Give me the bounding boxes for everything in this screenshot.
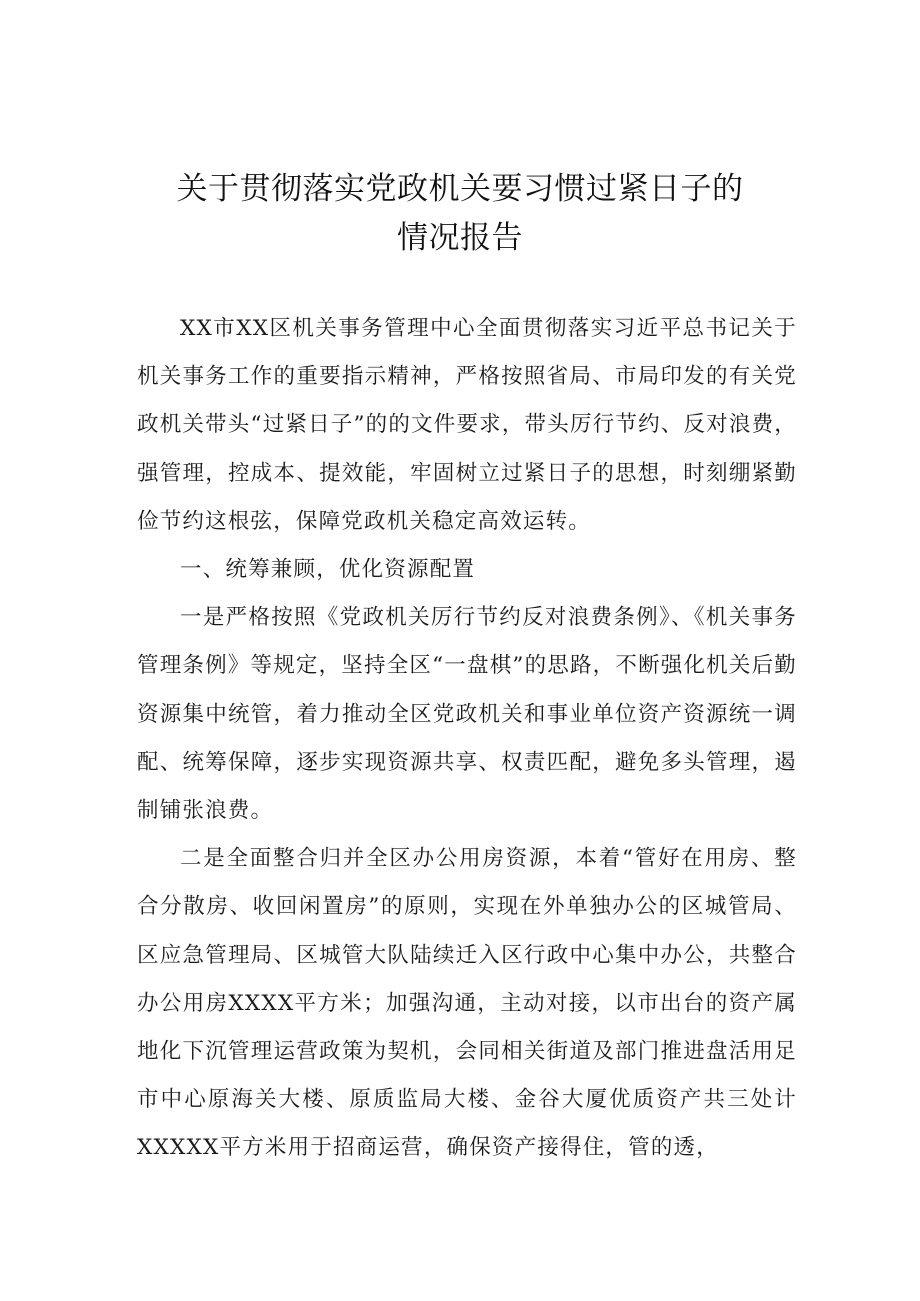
document-title-line-2: 情况报告: [397, 220, 523, 256]
document-title-line-1: 关于贯彻落实党政机关要习惯过紧日子的: [176, 171, 744, 207]
paragraph-item-2: 二是全面整合归并全区办公用房资源，本着“管好在用房、整合分散房、收回闲置房”的原则，实现在外单独办公的区城管局、区应急管理局、区城管大队陆续迁入区行政中心集中办公，共整合办公用房XXXX平方米；加强沟通，主动对接，以市出台的资产属地化下沉管理运营政策为契机，会同相关街道及部门推进盘活用足市中心原海关大楼、原质监局大楼、金谷大厦优质资产共三处计XXXXX平方米用于招商运营，确保资产接得住，管的透，: [137, 846, 797, 1161]
section-heading-1: 一、统筹兼顾，优化资源配置: [180, 557, 476, 583]
paragraph-intro: XX市XX区机关事务管理中心全面贯彻落实习近平总书记关于机关事务工作的重要指示精神，严格按照省局、市局印发的有关党政机关带头“过紧日子”的的文件要求，带头厉行节约、反对浪费，强管理，控成本、提效能，牢固树立过紧日子的思想，时刻绷紧勤俭节约这根弦，保障党政机关稳定高效运转。: [137, 316, 797, 534]
paragraph-item-1: 一是严格按照《党政机关厉行节约反对浪费条例》、《机关事务管理条例》等规定，坚持全区“一盘棋”的思路，不断强化机关后勤资源集中统管，着力推动全区党政机关和事业单位资产资源统一调配、统筹保障，逐步实现资源共享、权责匹配，避免多头管理，遏制铺张浪费。: [137, 605, 797, 824]
document-body: [137, 305, 797, 1173]
